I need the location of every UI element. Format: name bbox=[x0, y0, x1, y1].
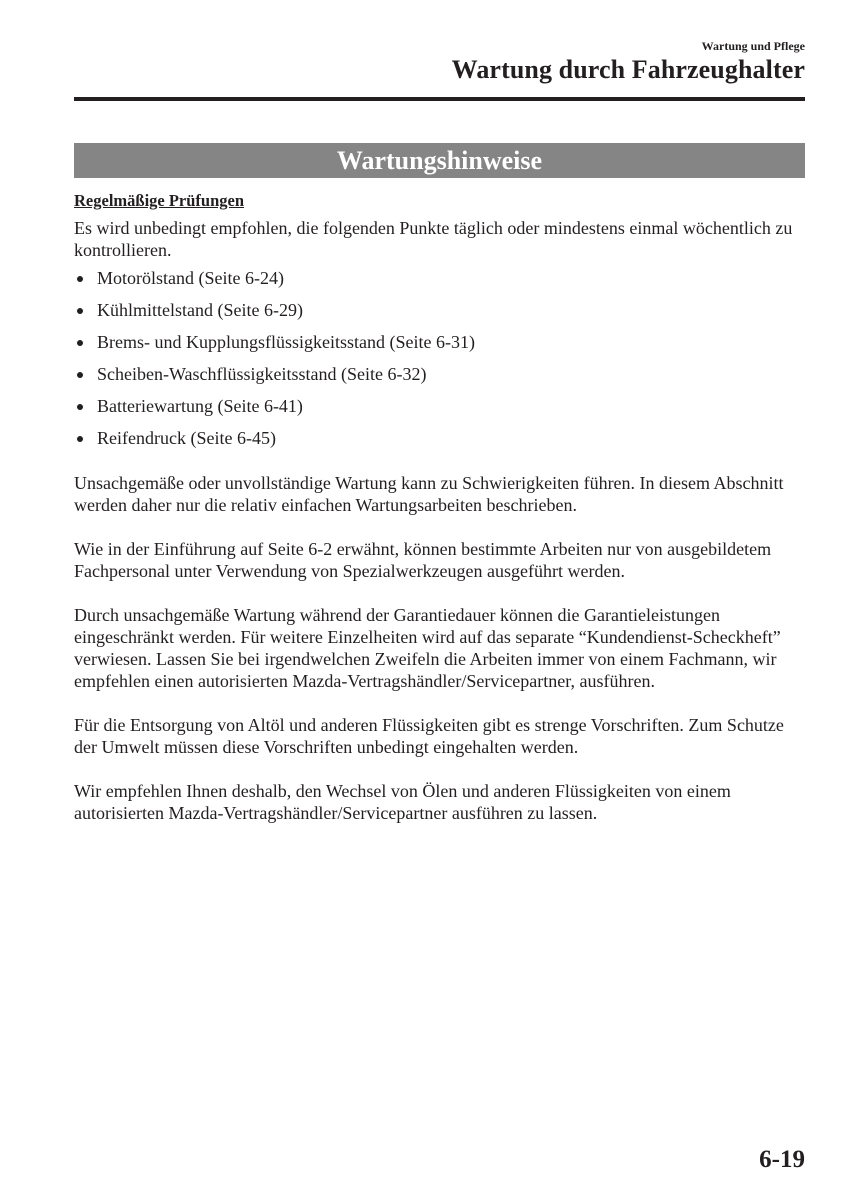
section-header: Wartung und Pflege bbox=[701, 39, 805, 53]
list-item bbox=[74, 267, 809, 299]
bullet-icon bbox=[77, 276, 83, 282]
page-number: 6-19 bbox=[759, 1146, 805, 1173]
bullet-icon bbox=[77, 436, 83, 442]
page-title: Wartung durch Fahrzeughalter bbox=[451, 55, 805, 84]
list-item-text: Kühlmittelstand (Seite 6-29) bbox=[97, 300, 303, 320]
list-item-text: Reifendruck (Seite 6-45) bbox=[97, 428, 276, 448]
list-item bbox=[74, 299, 809, 331]
list-item-text: Brems- und Kupplungsflüssigkeitsstand (Seite 6-31) bbox=[97, 332, 475, 352]
paragraph-recommendation: Wir empfehlen Ihnen deshalb, den Wechsel von Ölen und anderen Flüssigkeiten von einem autorisierten Mazda-Vertragshändler/Servicepartner ausführen zu lassen. bbox=[74, 781, 731, 823]
list-item-text: Batteriewartung (Seite 6-41) bbox=[97, 396, 303, 416]
check-list bbox=[74, 267, 809, 459]
paragraph-disposal: Für die Entsorgung von Altöl und anderen Flüssigkeiten gibt es strenge Vorschriften. Zum Schutze der Umwelt müssen diese Vorschriften unbedingt eingehalten werden. bbox=[74, 715, 784, 757]
header-divider bbox=[74, 97, 805, 101]
paragraph-warranty: Durch unsachgemäße Wartung während der Garantiedauer können die Garantieleistungen eingeschränkt werden. Für weitere Einzelheiten wird auf das separate “Kundendienst-Scheckheft” verwiesen. Lassen Sie bei irgendwelchen Zweifeln die Arbeiten immer von einem Fachmann, wir empfehlen einen autorisierten Mazda-Vertragshändler/Servicepartner, ausführen. bbox=[74, 605, 781, 691]
bullet-icon bbox=[77, 404, 83, 410]
bullet-icon bbox=[77, 372, 83, 378]
paragraph-special-tools: Wie in der Einführung auf Seite 6-2 erwähnt, können bestimmte Arbeiten nur von ausgebildetem Fachpersonal unter Verwendung von Spezialwerkzeugen ausgeführt werden. bbox=[74, 539, 772, 581]
list-item-text: Motorölstand (Seite 6-24) bbox=[97, 268, 284, 288]
list-item bbox=[74, 363, 809, 395]
subheading: Regelmäßige Prüfungen bbox=[74, 191, 245, 210]
main-content bbox=[74, 191, 809, 846]
intro-paragraph: Es wird unbedingt empfohlen, die folgenden Punkte täglich oder mindestens einmal wöchentlich zu kontrollieren. bbox=[74, 218, 793, 260]
paragraph-maintenance-note: Unsachgemäße oder unvollständige Wartung kann zu Schwierigkeiten führen. In diesem Abschnitt werden daher nur die relativ einfachen Wartungsarbeiten beschrieben. bbox=[74, 473, 784, 515]
bullet-icon bbox=[77, 340, 83, 346]
list-item bbox=[74, 427, 809, 459]
list-item-text: Scheiben-Waschflüssigkeitsstand (Seite 6-32) bbox=[97, 364, 427, 384]
list-item bbox=[74, 331, 809, 363]
section-banner: Wartungshinweise bbox=[74, 143, 805, 178]
list-item bbox=[74, 395, 809, 427]
bullet-icon bbox=[77, 308, 83, 314]
